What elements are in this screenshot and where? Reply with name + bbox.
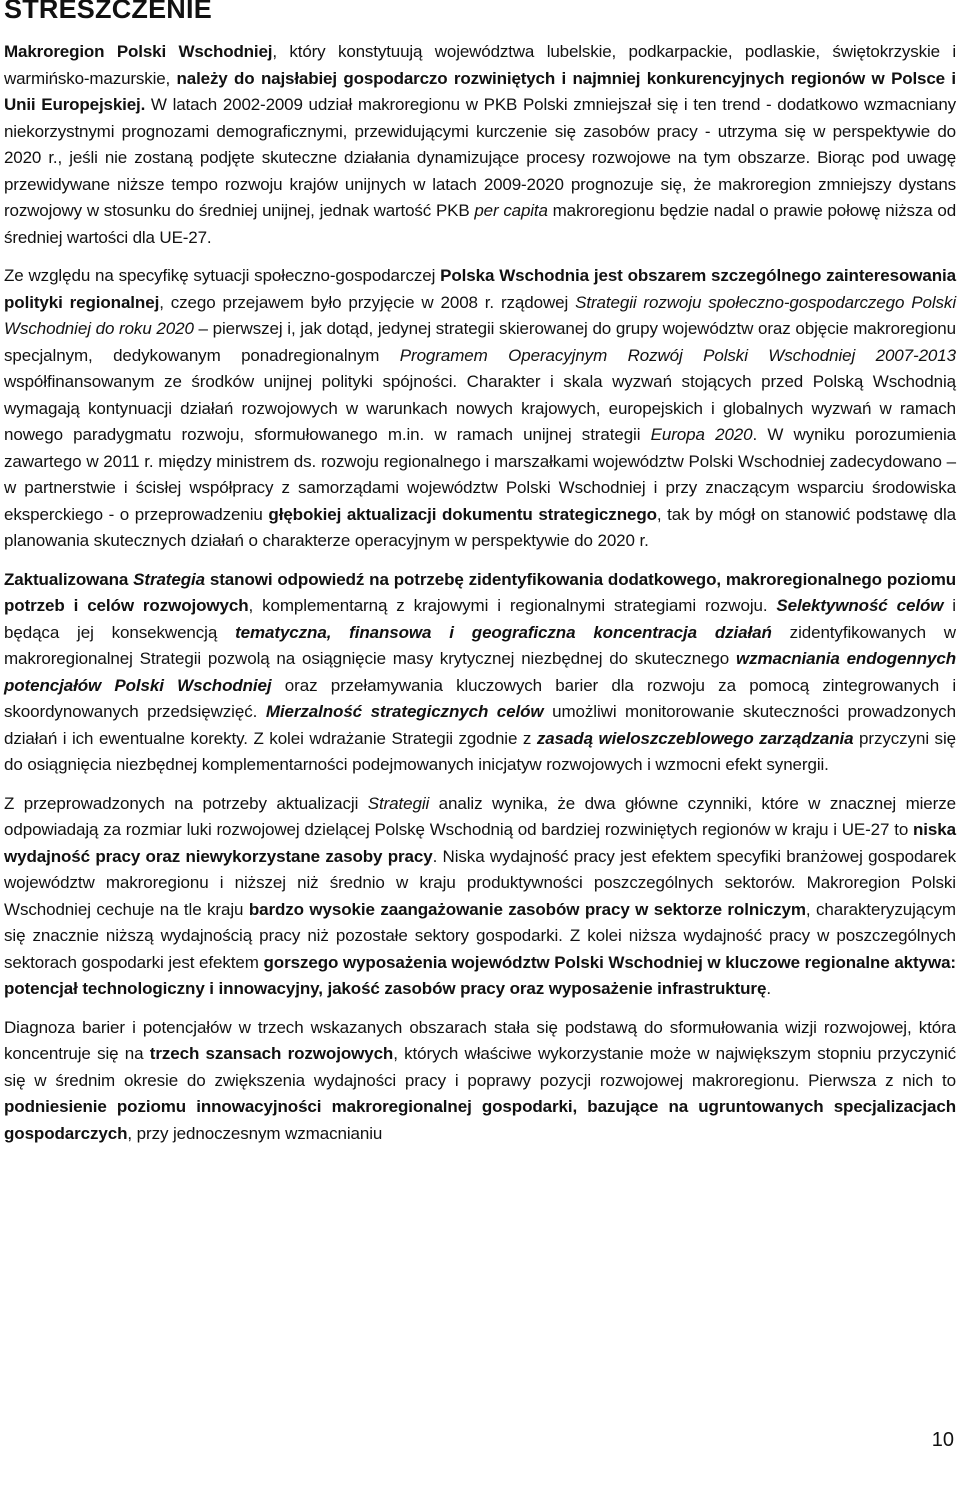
text-run: niska wydajność pracy oraz niewykorzystane zasoby pracy (4, 820, 956, 866)
text-run: trzech szansach rozwojowych (149, 1044, 394, 1063)
paragraph-1 (4, 39, 956, 251)
text-run: Selektywność celów (776, 596, 944, 615)
text-run: , tak by mógł on stanowić podstawę dla planowania skutecznych działań o charakterze operacyjnym w perspektywie do 2020 r. (4, 504, 956, 550)
text-run: należy do najsłabiej gospodarczo rozwiniętych i najmniej konkurencyjnych regionów w Polsce i Unii Europejskiej. (4, 68, 956, 114)
text-run: gorszego wyposażenia województw Polski Wschodniej w kluczowe regionalne aktywa: potencjał technologiczny i innowacyjny, jakość zasobów pracy oraz wyposażenie infrastrukturę (4, 952, 956, 998)
text-run: W latach 2002-2009 udział makroregionu w PKB Polski zmniejszał się i ten trend - dodatkowo wzmacniany niekorzystnymi prognozami demograficznymi, przewidującymi kurczenie się zasobów pracy - utrzyma się w perspektywie do 2020 r., jeśli nie zostaną podjęte skuteczne działania dynamizujące procesy rozwojowe na tym obszarze. Biorąc pod uwagę przewidywane niższe tempo rozwoju krajów unijnych w latach 2009-2020 prognozuje się, że makroregion zmniejszy dystans rozwojowy w stosunku do średniej unijnej, jednak wartość PKB (4, 95, 956, 220)
text-run: , który konstytuują województwa lubelskie, podkarpackie, podlaskie, świętokrzyskie i warmińsko-mazurskie, (4, 42, 956, 88)
paragraph-5 (4, 1015, 956, 1148)
text-run: zasadą wieloszczeblowego zarządzania (536, 728, 854, 748)
text-run: umożliwi monitorowanie skuteczności prowadzonych działań i ich ewentualne korekty. Z kolei wdrażanie Strategii zgodnie z (4, 702, 956, 748)
text-run: Strategii (367, 793, 430, 813)
page-number: 10 (931, 1429, 954, 1451)
text-run: . W wyniku porozumienia zawartego w 2011 r. między ministrem ds. rozwoju regionalnego i marszałkami województw Polski Wschodniej zadecydowano – w partnerstwie i ścisłej współpracy z samorządami województw Polski Wschodniej i przy znaczącym wsparciu środowiska eksperckiego - o przeprowadzeniu (4, 425, 956, 524)
text-run: Ze względu na specyfikę sytuacji społeczno-gospodarczej (4, 266, 441, 285)
text-run: Makroregion Polski Wschodniej (4, 42, 273, 61)
document-page (4, 0, 956, 1159)
text-run: Programem Operacyjnym Rozwój Polski Wschodniej 2007-2013 (399, 345, 957, 365)
paragraph-2 (4, 263, 956, 555)
text-run: . (766, 979, 771, 998)
text-run: , charakteryzującym się znacznie niższą wydajnością pracy niż pozostałe sektory gospodarki. Z kolei niższa wydajność pracy w poszczególnych sektorach gospodarki jest efektem (4, 899, 956, 972)
text-run: per capita (474, 201, 548, 220)
text-run: Strategii rozwoju społeczno-gospodarczego Polski Wschodniej do roku 2020 (4, 292, 957, 338)
document-body (4, 39, 956, 1147)
text-run: stanowi odpowiedź na potrzebę zidentyfikowania dodatkowego, makroregionalnego poziomu potrzeb i celów rozwojowych (4, 569, 957, 615)
text-run: przyczyni się do osiągnięcia niezbędnej komplementarności podejmowanych inicjatyw rozwojowych i wzmocni efekt synergii. (4, 728, 956, 774)
text-run: , przy jednoczesnym wzmacnianiu (127, 1123, 383, 1143)
text-run: Zaktualizowana (4, 569, 134, 589)
text-run: i będąca jej konsekwencją (4, 596, 956, 642)
text-run: analiz wynika, że dwa główne czynniki, które w znacznej mierze odpowiadają za rozmiar luki rozwojowej dzielącej Polskę Wschodnią od bardziej rozwiniętych regionów w kraju i UE-27 to (4, 793, 956, 839)
text-run: podniesienie poziomu innowacyjności makroregionalnej gospodarki, bazujące na ugruntowanych specjalizacjach gospodarczych (4, 1097, 956, 1143)
text-run: – pierwszej i, jak dotąd, jedynej strategii skierowanej do grupy województw oraz objęcie makroregionu specjalnym, dedykowanym ponadregionalnym (4, 319, 956, 365)
paragraph-3 (4, 567, 956, 779)
text-run: Mierzalność strategicznych celów (265, 702, 544, 721)
text-run: , których właściwe wykorzystanie może w największym stopniu przyczynić się w średnim okresie do zwiększenia wydajności pracy i poprawy pozycji rozwojowej makroregionu. Pierwsza z nich to (4, 1044, 956, 1090)
text-run: głębokiej aktualizacji dokumentu strategicznego (268, 504, 657, 524)
text-run: Diagnoza barier i potencjałów w trzech wskazanych obszarach stała się podstawą do sformułowania wizji rozwojowej, która koncentruje się na (4, 1017, 956, 1063)
paragraph-4 (4, 791, 956, 1003)
text-run: makroregionu będzie nadal o prawie połowę niższa od średniej wartości dla UE-27. (4, 201, 956, 247)
text-run: , komplementarną z krajowymi i regionalnymi strategiami rozwoju. (248, 596, 777, 615)
text-run: wzmacniania endogennych potencjałów Polski Wschodniej (4, 649, 956, 695)
text-run: Z przeprowadzonych na potrzeby aktualizacji (4, 793, 368, 813)
text-run: współfinansowanym ze środków unijnej polityki spójności. Charakter i skala wyzwań stojących przed Polską Wschodnią wymagają kontynuacji działań rozwojowych w warunkach nowych krajowych, europejskich i globalnych wyzwań w ramach nowego paradygmatu rozwoju, sformułowanego m.in. w ramach unijnej strategii (4, 372, 956, 444)
text-run: zidentyfikowanych w makroregionalnej Strategii pozwolą na osiągnięcie masy krytycznej niezbędnej do skutecznego (4, 622, 956, 668)
text-run: Polska Wschodnia jest obszarem szczególnego zainteresowania polityki regionalnej (4, 266, 956, 312)
text-run: . Niska wydajność pracy jest efektem specyfiki branżowej gospodarek województw makroregionu i niższej niż średnio w kraju produktywności poszczególnych sektorów. Makroregion Polski Wschodniej cechuje na tle kraju (4, 846, 956, 919)
text-run: tematyczna, finansowa i geograficzna koncentracja działań (235, 622, 772, 642)
text-run: Strategia (133, 569, 205, 589)
text-run: oraz przełamywania kluczowych barier dla rozwoju za pomocą zintegrowanych i skoordynowanych przedsięwzięć. (4, 675, 956, 721)
text-run: Europa 2020 (650, 425, 753, 444)
text-run: bardzo wysokie zaangażowanie zasobów pracy w sektorze rolniczym (248, 899, 806, 919)
text-run: , czego przejawem było przyjęcie w 2008 r. rządowej (159, 292, 576, 312)
page-title: STRESZCZENIE (4, 0, 212, 20)
